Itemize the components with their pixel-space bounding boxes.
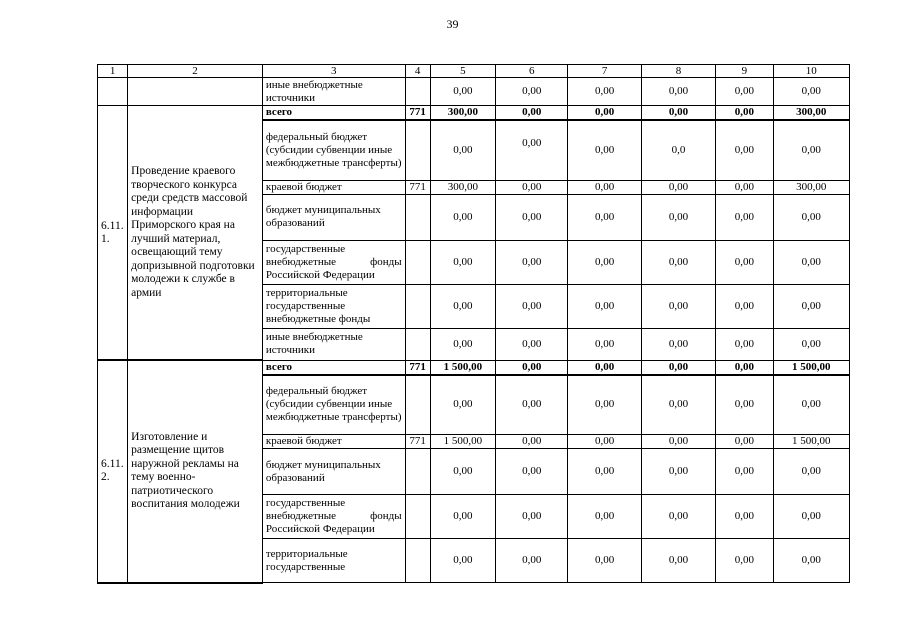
- value-cell: 0,00: [568, 120, 641, 180]
- value-cell: 0,00: [430, 495, 495, 539]
- value-cell: 0,00: [568, 435, 641, 449]
- value-cell: 0,00: [716, 495, 773, 539]
- column-header: 9: [716, 65, 773, 78]
- funding-source-cell: федеральный бюджет (субсидии субвенции иные межбюджетные трансферты): [262, 375, 405, 435]
- funding-source-cell: краевой бюджет: [262, 180, 405, 194]
- code-cell: 771: [405, 106, 430, 121]
- value-cell: 300,00: [430, 106, 495, 121]
- value-cell: 0,00: [773, 328, 849, 360]
- funding-source-cell: бюджет муниципальных образований: [262, 194, 405, 240]
- value-cell: 0,00: [496, 375, 568, 435]
- value-cell: 1 500,00: [430, 360, 495, 375]
- value-cell: 0,00: [641, 435, 715, 449]
- funding-source-cell: всего: [262, 360, 405, 375]
- value-cell: 0,00: [430, 240, 495, 284]
- value-cell: 0,00: [568, 360, 641, 375]
- value-cell: 300,00: [773, 106, 849, 121]
- value-cell: 0,00: [568, 328, 641, 360]
- value-cell: 0,00: [773, 194, 849, 240]
- value-cell: 0,00: [641, 284, 715, 328]
- value-cell: 0,00: [496, 106, 568, 121]
- value-cell: 0,00: [496, 194, 568, 240]
- value-cell: 0,00: [716, 328, 773, 360]
- code-cell: [405, 449, 430, 495]
- code-cell: 771: [405, 435, 430, 449]
- value-cell: 0,00: [641, 106, 715, 121]
- value-cell: 0,00: [716, 106, 773, 121]
- column-header: 6: [496, 65, 568, 78]
- value-cell: 0,00: [641, 194, 715, 240]
- value-cell: 0,00: [773, 449, 849, 495]
- column-header: 4: [405, 65, 430, 78]
- column-header: 1: [98, 65, 128, 78]
- measure-name: Проведение краевого творческого конкурса среди средств массовой информации Приморского края на лучший материал, освещающий тему допризывной подготовки молодежи к службе в армии: [128, 106, 263, 361]
- value-cell: 0,00: [496, 284, 568, 328]
- value-cell: 0,00: [716, 120, 773, 180]
- table-row-total: [98, 106, 850, 121]
- funding-source-cell: территориальные государственные внебюджетные фонды: [262, 284, 405, 328]
- value-cell: 0,00: [568, 194, 641, 240]
- funding-source-cell: государственные внебюджетные фонды Российской Федерации: [262, 495, 405, 539]
- value-cell: 0,00: [773, 284, 849, 328]
- code-cell: [405, 240, 430, 284]
- funding-source-cell: федеральный бюджет (субсидии субвенции иные межбюджетные трансферты): [262, 120, 405, 180]
- value-cell: 0,00: [773, 240, 849, 284]
- column-header: 3: [262, 65, 405, 78]
- table-row: [98, 78, 850, 106]
- value-cell: 0,00: [496, 240, 568, 284]
- code-cell: [405, 78, 430, 106]
- code-cell: [405, 328, 430, 360]
- value-cell: 0,00: [568, 375, 641, 435]
- value-cell: 0,00: [716, 284, 773, 328]
- value-cell: 0,00: [641, 328, 715, 360]
- code-cell: [405, 495, 430, 539]
- column-header: 2: [128, 65, 263, 78]
- funding-source-cell: государственные внебюджетные фонды Российской Федерации: [262, 240, 405, 284]
- budget-table: [97, 64, 850, 584]
- column-header: 5: [430, 65, 495, 78]
- code-cell: [405, 194, 430, 240]
- value-cell: 0,00: [568, 449, 641, 495]
- code-cell: [405, 539, 430, 583]
- code-cell: [405, 284, 430, 328]
- value-cell: 0,00: [716, 435, 773, 449]
- value-cell: 0,00: [568, 539, 641, 583]
- value-cell: 0,00: [430, 539, 495, 583]
- value-cell: 0,00: [568, 106, 641, 121]
- value-cell: 0,00: [716, 194, 773, 240]
- value-cell: 0,00: [430, 284, 495, 328]
- name-cell: [128, 78, 263, 106]
- value-cell: 0,00: [641, 240, 715, 284]
- value-cell: 0,00: [496, 435, 568, 449]
- value-text: 0,00: [522, 136, 542, 149]
- value-cell: 0,00: [430, 78, 495, 106]
- value-cell: 0,00: [716, 360, 773, 375]
- column-number-row: [98, 65, 850, 78]
- code-cell: 771: [405, 360, 430, 375]
- code-cell: 771: [405, 180, 430, 194]
- value-cell: 1 500,00: [773, 435, 849, 449]
- value-cell: 0,00: [716, 240, 773, 284]
- value-cell: 0,00: [641, 539, 715, 583]
- value-cell: 0,00: [641, 375, 715, 435]
- value-cell: 0,00: [496, 180, 568, 194]
- value-cell: 0,00: [496, 360, 568, 375]
- value-cell: [496, 120, 568, 180]
- funding-source-cell: всего: [262, 106, 405, 121]
- value-cell: 0,00: [773, 539, 849, 583]
- funding-source-cell: иные внебюджетные источники: [262, 328, 405, 360]
- page-number: 39: [446, 17, 459, 31]
- value-cell: 0,00: [430, 449, 495, 495]
- funding-source-cell: бюджет муниципальных образований: [262, 449, 405, 495]
- measure-index: 6.11. 2.: [98, 360, 128, 583]
- funding-source-cell: иные внебюджетные источники: [262, 78, 405, 106]
- funding-source-cell: краевой бюджет: [262, 435, 405, 449]
- value-cell: 0,00: [430, 328, 495, 360]
- value-cell: 0,00: [716, 375, 773, 435]
- table-row-total: [98, 360, 850, 375]
- value-cell: 0,00: [641, 449, 715, 495]
- value-cell: 0,00: [716, 180, 773, 194]
- value-cell: 1 500,00: [773, 360, 849, 375]
- value-cell: 0,00: [430, 375, 495, 435]
- value-cell: 0,00: [496, 78, 568, 106]
- value-cell: 0,00: [641, 78, 715, 106]
- code-cell: [405, 375, 430, 435]
- value-cell: 0,00: [496, 328, 568, 360]
- measure-index: 6.11. 1.: [98, 106, 128, 361]
- value-cell: 0,00: [568, 240, 641, 284]
- column-header: 8: [641, 65, 715, 78]
- column-header: 10: [773, 65, 849, 78]
- value-cell: 300,00: [430, 180, 495, 194]
- column-header: 7: [568, 65, 641, 78]
- value-cell: 0,00: [568, 284, 641, 328]
- funding-source-cell: территориальные государственные: [262, 539, 405, 583]
- measure-name: Изготовление и размещение щитов наружной рекламы на тему военно-патриотического воспитания молодежи: [128, 360, 263, 583]
- value-cell: 0,00: [568, 78, 641, 106]
- value-cell: 0,00: [773, 495, 849, 539]
- value-cell: 0,00: [568, 180, 641, 194]
- value-cell: 300,00: [773, 180, 849, 194]
- value-cell: 0,00: [496, 495, 568, 539]
- value-cell: 0,00: [641, 495, 715, 539]
- value-cell: 0,00: [430, 120, 495, 180]
- table-body: [98, 65, 850, 583]
- value-cell: 0,00: [496, 539, 568, 583]
- code-cell: [405, 120, 430, 180]
- value-cell: 0,00: [716, 539, 773, 583]
- value-cell: 0,00: [496, 449, 568, 495]
- value-cell: 1 500,00: [430, 435, 495, 449]
- value-cell: 0,00: [773, 375, 849, 435]
- value-cell: 0,00: [430, 194, 495, 240]
- value-cell: 0,00: [716, 449, 773, 495]
- index-cell: [98, 78, 128, 106]
- value-cell: 0,00: [568, 495, 641, 539]
- value-cell: 0,00: [641, 180, 715, 194]
- value-cell: 0,00: [773, 78, 849, 106]
- value-cell: 0,00: [641, 360, 715, 375]
- value-cell: 0,00: [773, 120, 849, 180]
- value-cell: 0,0: [641, 120, 715, 180]
- value-cell: 0,00: [716, 78, 773, 106]
